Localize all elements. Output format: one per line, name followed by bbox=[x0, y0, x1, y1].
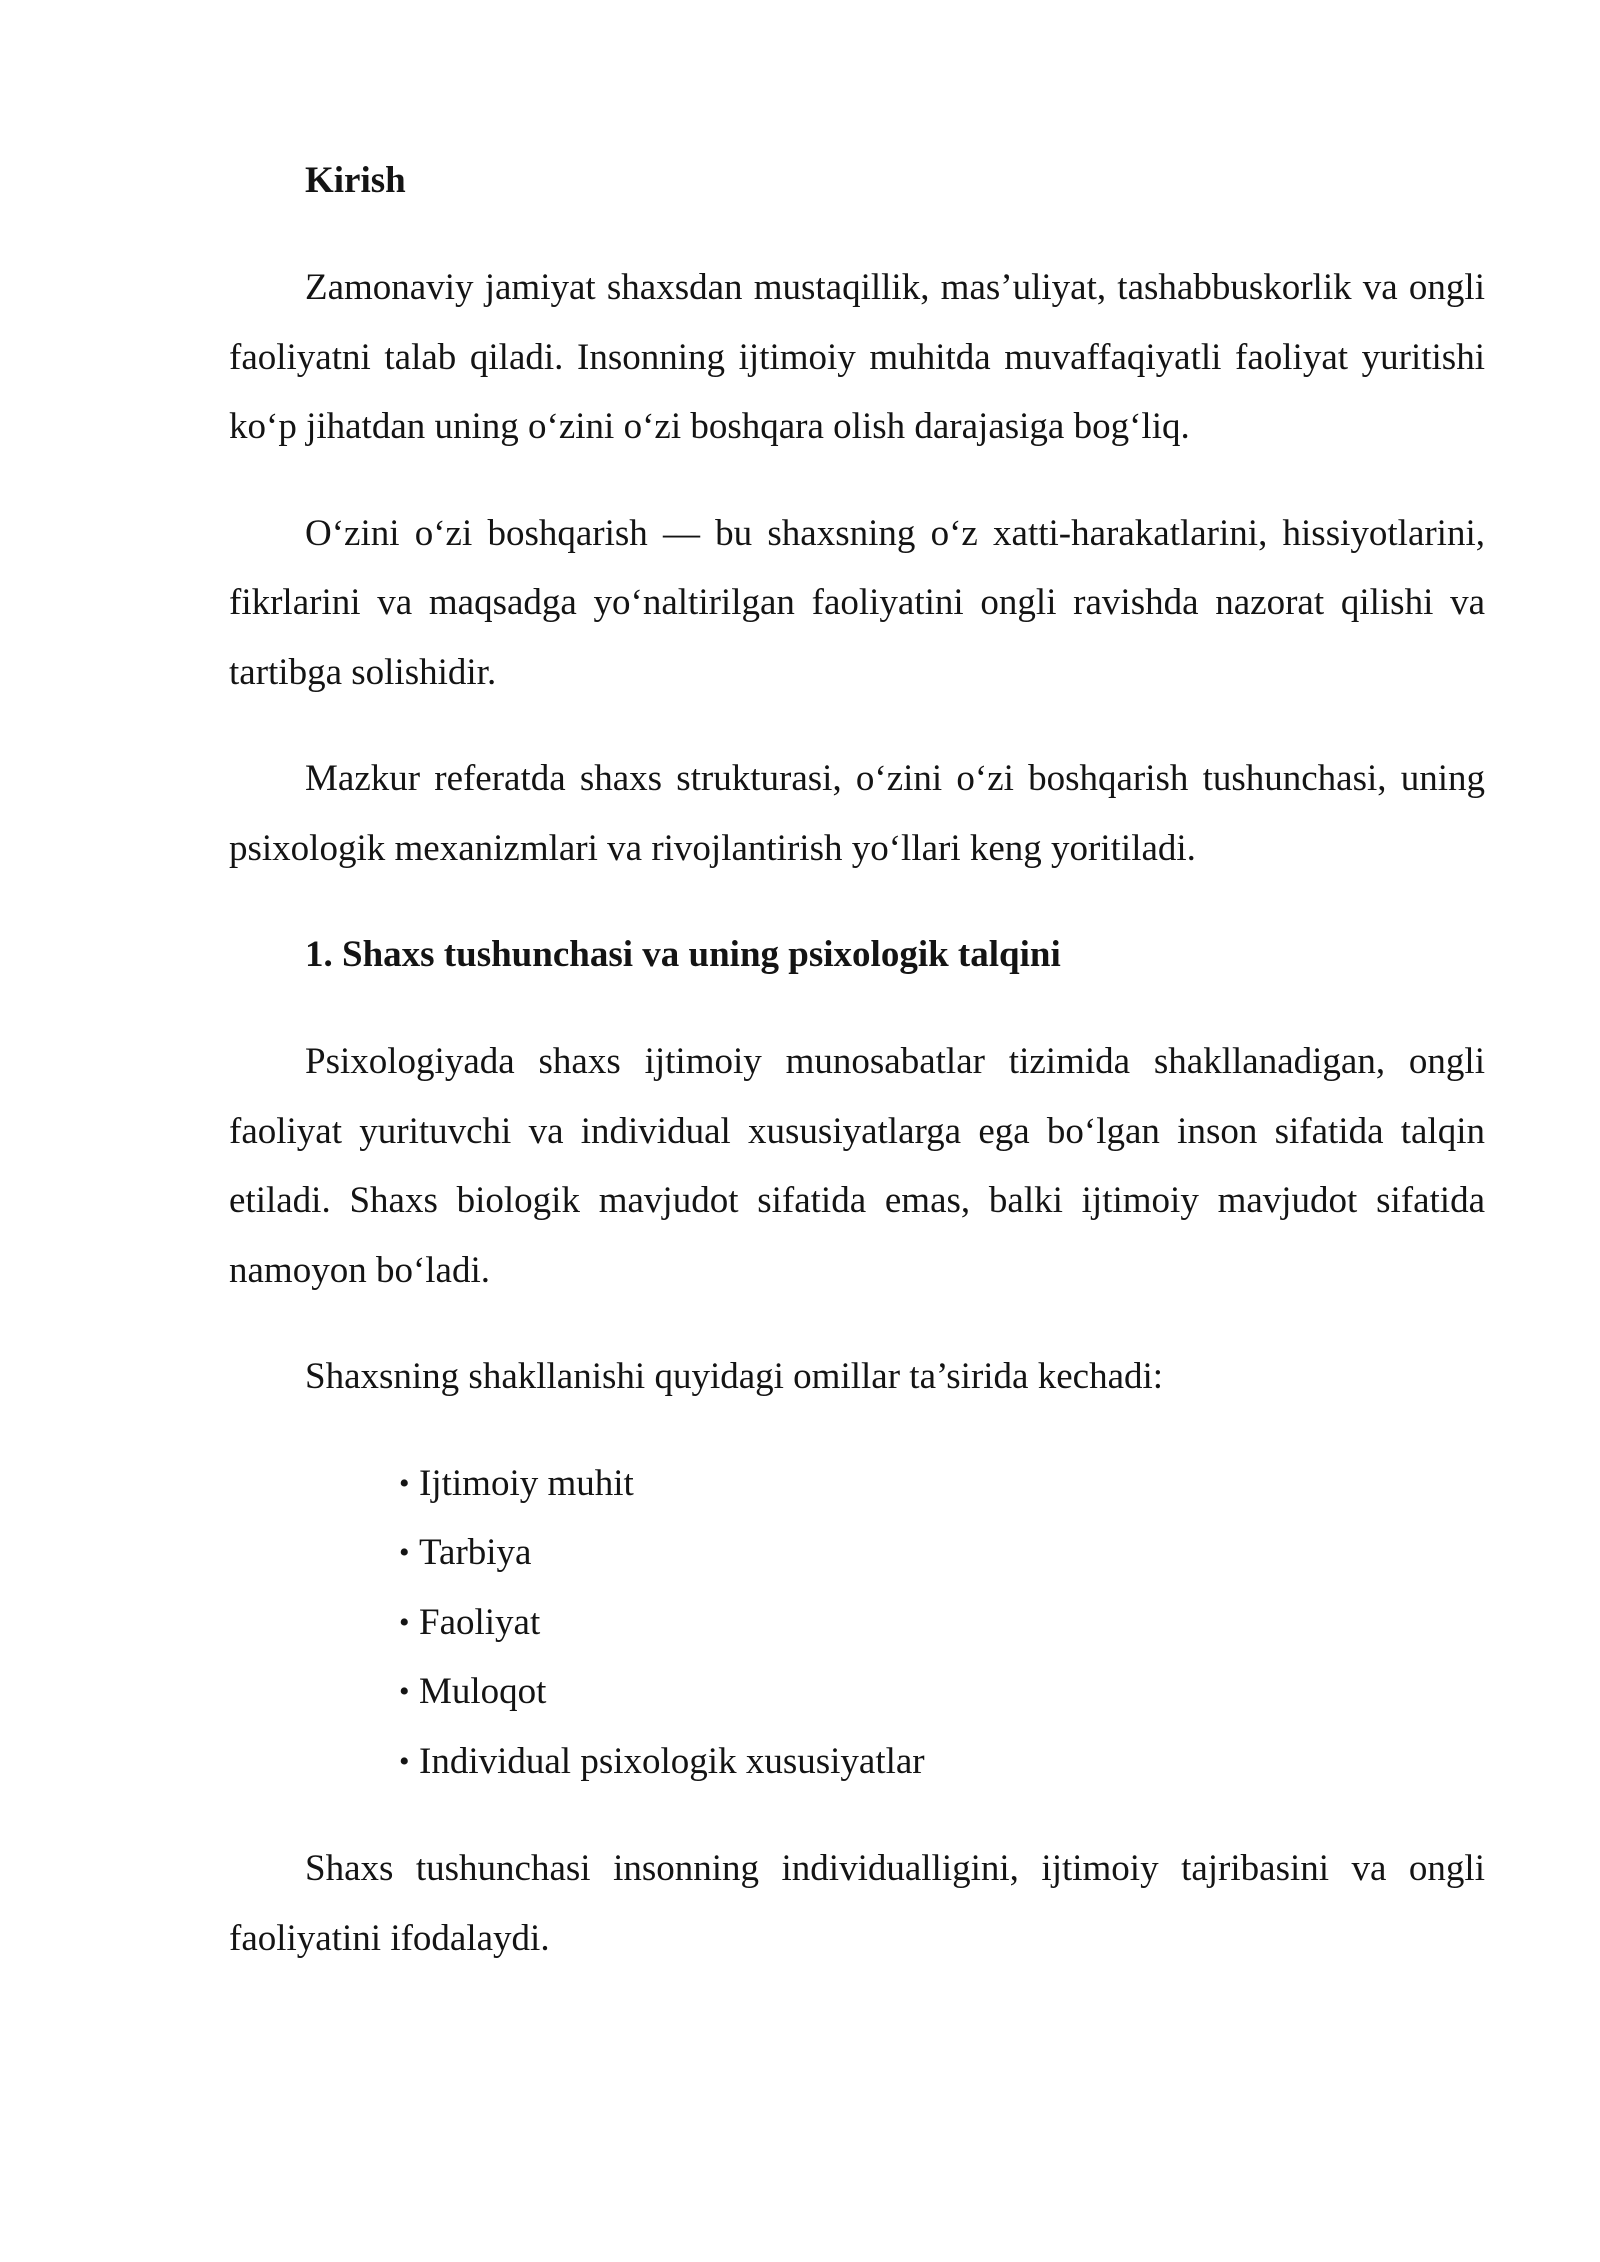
intro-paragraph-2: O‘zini o‘zi boshqarish — bu shaxsning o‘z xatti-harakatlarini, hissiyotlarini, fikrlarini va maqsadga yo‘naltirilgan faoliyatini ongli ravishda nazorat qilishi va tartibga solishidir. bbox=[229, 512, 1485, 693]
bullet-icon: • bbox=[399, 1605, 410, 1639]
list-item-text: Ijtimoiy muhit bbox=[419, 1462, 634, 1504]
bullet-icon: • bbox=[399, 1744, 410, 1778]
list-item-text: Individual psixologik xususiyatlar bbox=[419, 1740, 925, 1782]
document-content bbox=[229, 146, 1485, 2010]
section1-paragraph-2: Shaxsning shakllanishi quyidagi omillar ta’sirida kechadi: bbox=[305, 1356, 1164, 1397]
list-item bbox=[399, 1518, 1485, 1588]
closing-paragraph: Shaxs tushunchasi insonning individualligini, ijtimoiy tajribasini va ongli faoliyatini ifodalaydi. bbox=[229, 1848, 1485, 1959]
section1-heading: 1. Shaxs tushunchasi va uning psixologik talqini bbox=[305, 934, 1061, 975]
bullet-icon: • bbox=[399, 1466, 410, 1500]
list-item bbox=[399, 1657, 1485, 1727]
list-item-text: Faoliyat bbox=[419, 1601, 541, 1643]
intro-heading: Kirish bbox=[305, 160, 406, 201]
bullet-icon: • bbox=[399, 1675, 410, 1708]
list-item-text: Tarbiya bbox=[419, 1532, 532, 1573]
bullet-icon: • bbox=[399, 1536, 410, 1569]
list-item-text: Muloqot bbox=[419, 1671, 547, 1712]
list-item bbox=[399, 1727, 1485, 1797]
intro-paragraph-1: Zamonaviy jamiyat shaxsdan mustaqillik, mas’uliyat, tashabbuskorlik va ongli faoliyatni talab qiladi. Insonning ijtimoiy muhitda muvaffaqiyatli faoliyat yuritishi ko‘p jihatdan uning o‘zini o‘zi boshqara olish darajasiga bog‘liq. bbox=[229, 267, 1485, 447]
intro-paragraph-3: Mazkur referatda shaxs strukturasi, o‘zini o‘zi boshqarish tushunchasi, uning psixologik mexanizmlari va rivojlantirish yo‘llari keng yoritiladi. bbox=[229, 758, 1485, 869]
section1-paragraph-1: Psixologiyada shaxs ijtimoiy munosabatlar tizimida shakllanadigan, ongli faoliyat yurituvchi va individual xususiyatlarga ega bo‘lgan inson sifatida talqin etiladi. Shaxs biologik mavjudot sifatida emas, balki ijtimoiy mavjudot sifatida namoyon bo‘ladi. bbox=[229, 1041, 1485, 1291]
list-item bbox=[399, 1588, 1485, 1658]
factors-list bbox=[229, 1449, 1485, 1797]
list-item bbox=[399, 1449, 1485, 1519]
